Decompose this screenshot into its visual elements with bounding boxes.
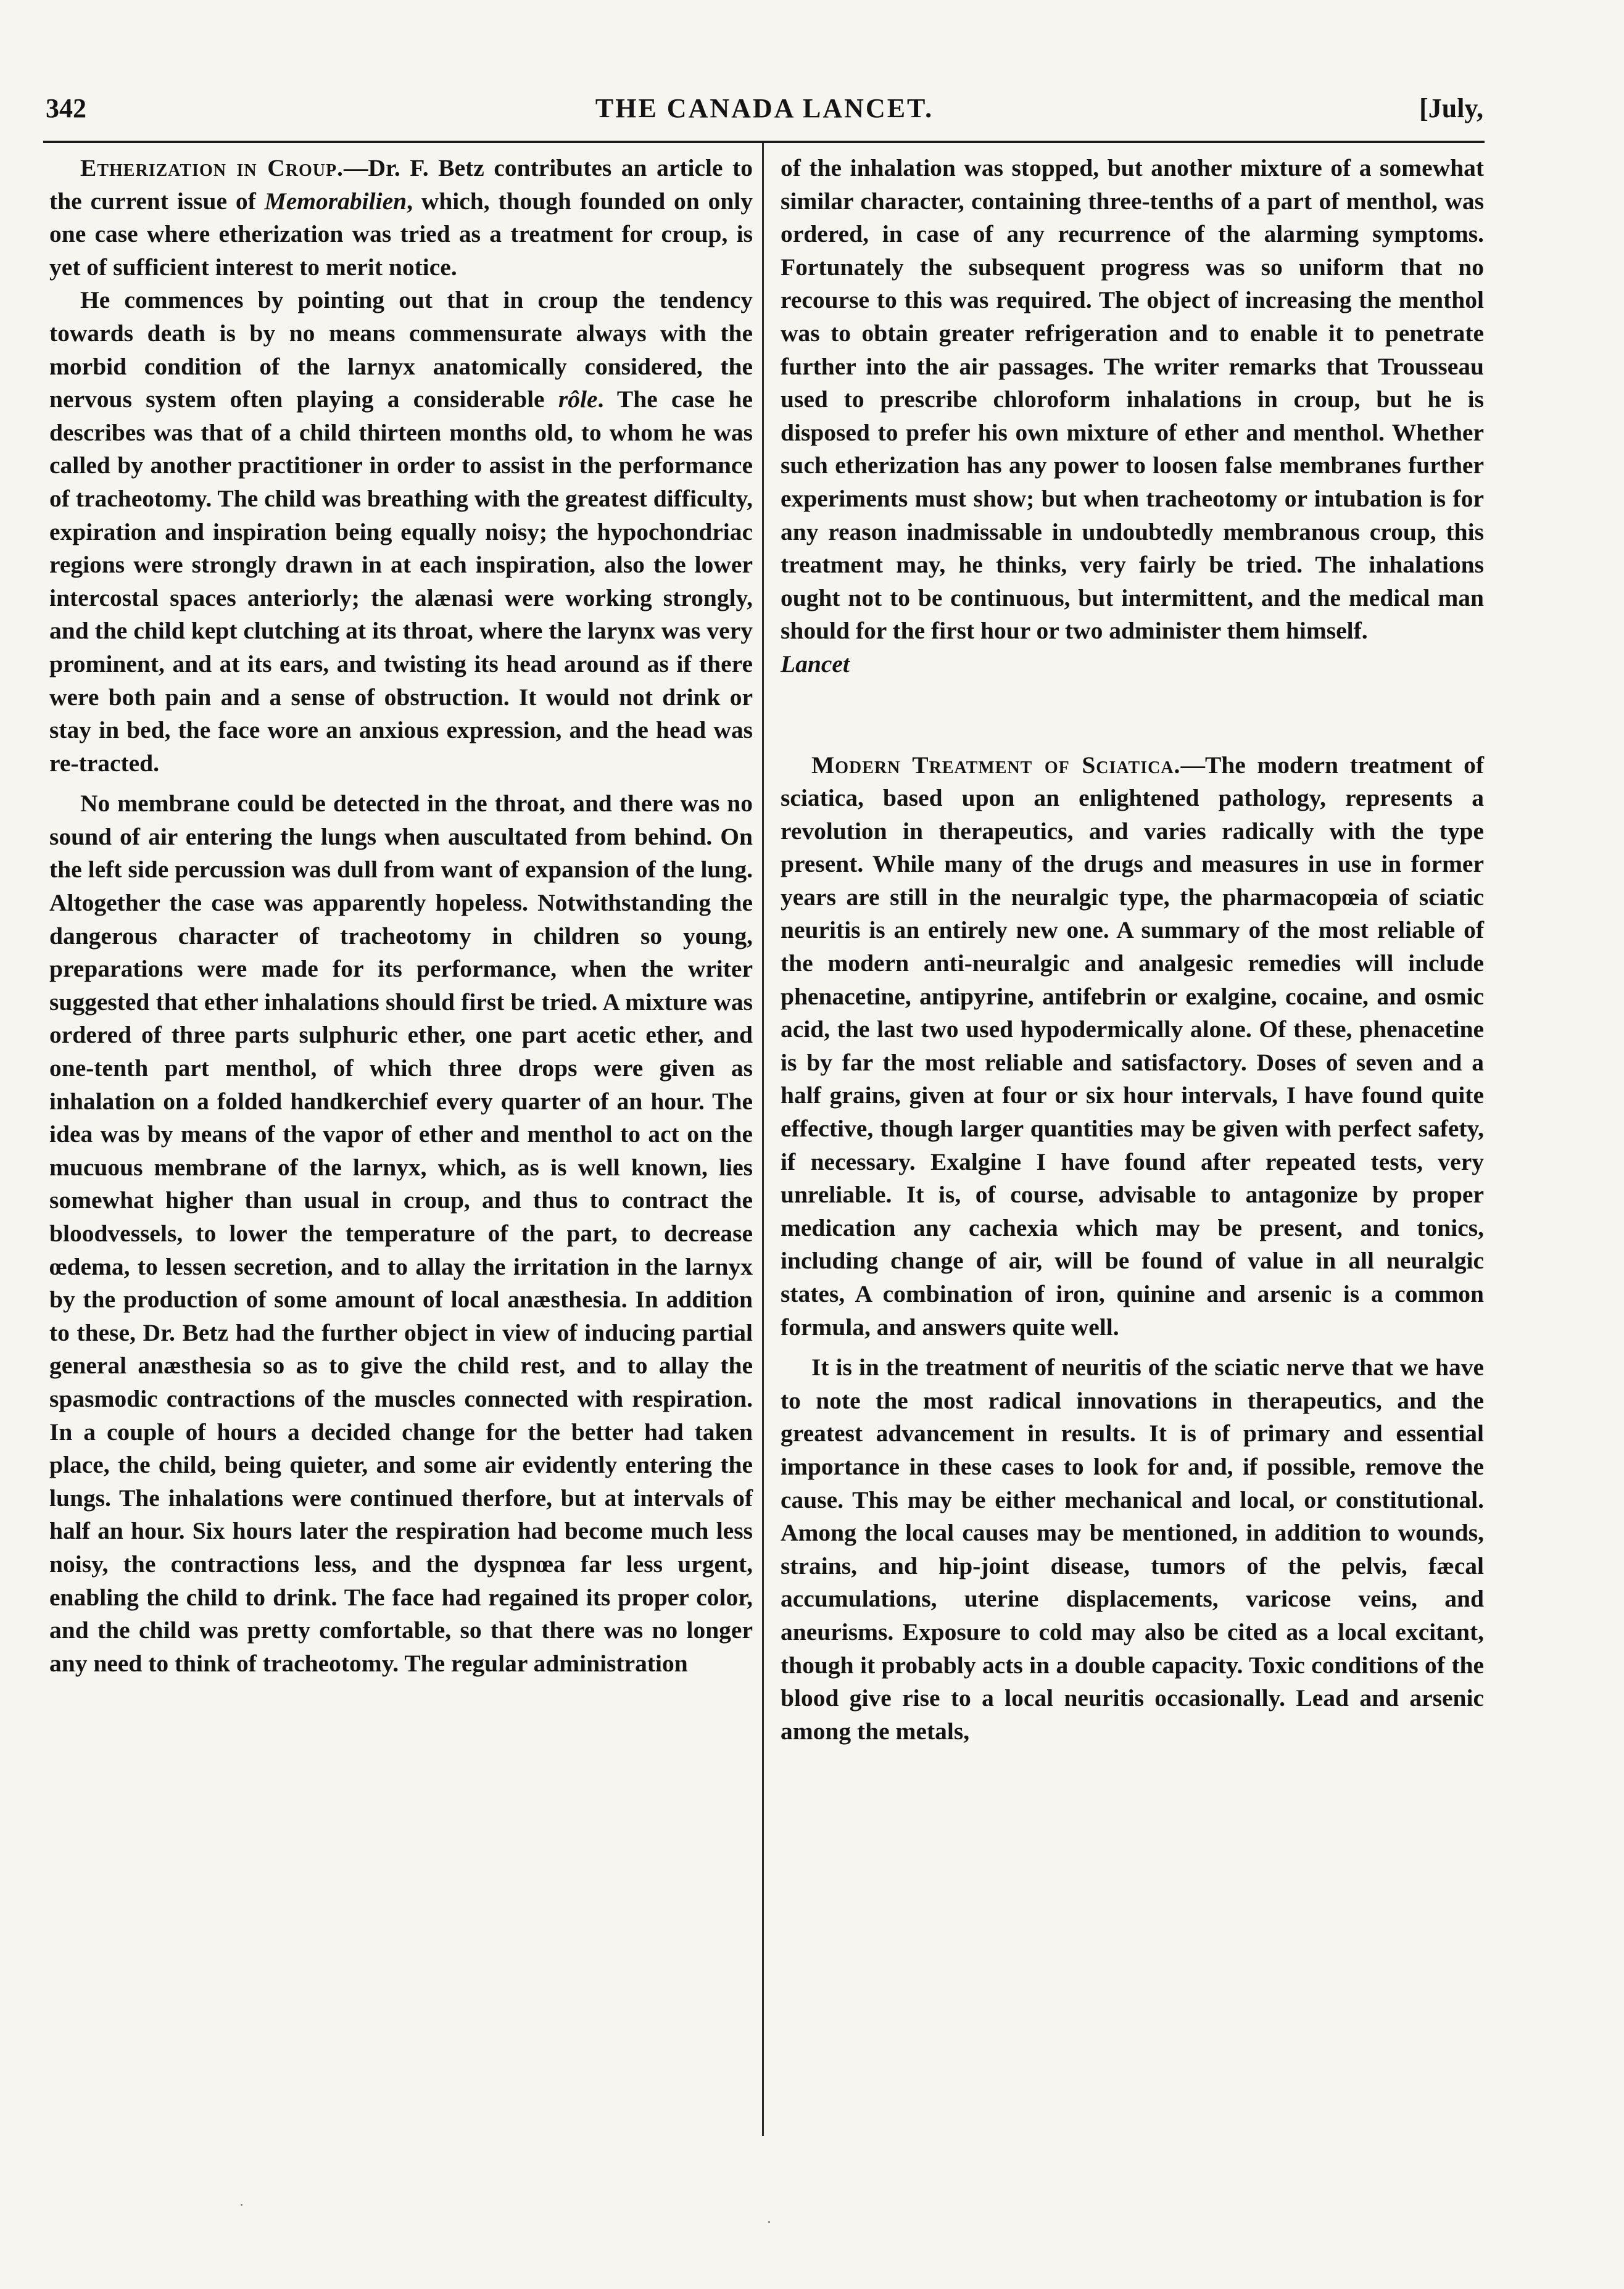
left-column bbox=[49, 143, 753, 1680]
print-speck bbox=[241, 2204, 242, 2206]
sciatica-paragraph-2: It is in the treatment of neuritis of the sciatic nerve that we have to note the most radical innovations in therapeutics, and the greatest advancement in results. It is of primary and essential importance in these cases to look for and, if possible, remove the cause. This may be either mechanical and local, or constitutional. Among the local causes may be mentioned, in addition to wounds, strains, and hip-joint disease, tumors of the pelvis, fæcal accumulations, uterine displacements, varicose veins, and aneurisms. Exposure to cold may also be cited as a local excitant, though it probably acts in a double capacity. Toxic conditions of the blood give rise to a local neuritis occasionally. Lead and arsenic among the metals, bbox=[781, 1354, 1484, 1745]
right-column bbox=[781, 143, 1484, 1748]
croup-paragraph-4: of the inhalation was stopped, but another mixture of a somewhat similar character, containing three-tenths of a part of menthol, was ordered, in case of any recurrence of the alarming symptoms. Fortunately the subsequent progress was so uniform that no recourse to this was required. The object of increasing the menthol was to obtain greater refrigeration and to enable it to penetrate further into the air passages. The writer remarks that Trousseau used to prescribe chloroform inhalations in croup, but he is disposed to prefer his own mixture of ether and menthol. Whether such etherization has any power to loosen false membranes further experiments must show; but when tracheotomy or intubation is for any reason inadmissable in undoubtedly membranous croup, this treatment may, he thinks, very fairly be tried. The inhalations ought not to be continuous, but intermittent, and the medical man should for the first hour or two administer them himself. bbox=[781, 154, 1484, 645]
header-month: [July, bbox=[1419, 93, 1483, 123]
running-header bbox=[46, 86, 1483, 136]
croup-paragraph-3: No membrane could be detected in the throat, and there was no sound of air entering the lungs when auscultated from behind. On the left side percussion was dull from want of expansion of the lung. Altogether the case was apparently hopeless. Notwithstanding the dangerous character of tracheotomy in children so young, preparations were made for its performance, when the writer suggested that ether inhalations should first be tried. A mixture was ordered of three parts sulphuric ether, one part acetic ether, and one-tenth part menthol, of which three drops were given as inhalation on a folded handkerchief every quarter of an hour. The idea was by means of the vapor of ether and menthol to act on the mucuous membrane of the larnyx, which, as is well known, lies somewhat higher than usual in croup, and thus to contract the bloodvessels, to lower the temperature of the part, to decrease œdema, to lessen secretion, and to allay the irritation in the larnyx by the production of some amount of local anæsthesia. In addition to these, Dr. Betz had the further object in view of inducing partial general anæsthesia so as to give the child rest, and to allay the spasmodic contractions of the muscles connected with respiration. In a couple of hours a decided change for the better had taken place, the child, being quieter, and some air evidently entering the lungs. The inhalations were continued therfore, but at intervals of half an hour. Six hours later the respiration had become much less noisy, the contractions less, and the dyspnœa far less urgent, enabling the child to drink. The face had regained its proper color, and the child was pretty comfortable, so that there was no longer any need to think of tracheotomy. The regular administration bbox=[49, 790, 753, 1677]
page-number: 342 bbox=[46, 93, 86, 123]
croup-paragraph-1: Etherization in Croup.—Dr. F. Betz contributes an article to the current issue of Memorabilien, which, though founded on only one case where etherization was tried as a treatment for croup, is yet of sufficient interest to merit notice. bbox=[49, 154, 753, 281]
sciatica-heading: Modern Treatment of Sciatica. bbox=[811, 751, 1181, 779]
sciatica-paragraph-1: Modern Treatment of Sciatica.—The modern treatment of sciatica, based upon an enlightened pathology, represents a revolution in therapeutics, and varies radically with the type present. While many of the drugs and measures in use in former years are still in the neuralgic type, the pharmacopœia of sciatic neuritis is an entirely new one. A summary of the most reliable of the modern anti-neuralgic and analgesic remedies will include phenacetine, antipyrine, antifebrin or exalgine, cocaine, and osmic acid, the last two used hypodermically alone. Of these, phenacetine is by far the most reliable and satisfactory. Doses of seven and a half grains, given at four or six hour intervals, I have found quite effective, though larger quantities may be given with perfect safety, if necessary. Exalgine I have found after repeated tests, very unreliable. It is, of course, advisable to antagonize by proper medication any cachexia which may be present, and tonics, including change of air, will be found of value in all neuralgic states, A combination of iron, quinine and arsenic is a common formula, and answers quite well. bbox=[781, 751, 1484, 1341]
croup-heading: Etherization in Croup. bbox=[80, 154, 344, 181]
journal-name: Memorabilien bbox=[264, 187, 407, 215]
journal-title: THE CANADA LANCET. bbox=[595, 93, 934, 123]
croup-paragraph-2: He commences by pointing out that in croup the tendency towards death is by no means commensurate always with the morbid condition of the larnyx anatomically considered, the nervous system often playing a considerable rôle. The case he describes was that of a child thirteen months old, to whom he was called by another practitioner in order to assist in the performance of tracheotomy. The child was breathing with the greatest difficulty, expiration and inspiration being equally noisy; the hypochondriac regions were strongly drawn in at each inspiration, also the lower intercostal spaces anteriorly; the alænasi were working strongly, and the child kept clutching at its throat, where the larynx was very prominent, and at its ears, and twisting its head around as if there were both pain and a sense of obstruction. It would not drink or stay in bed, the face wore an anxious expression, and the head was re-tracted. bbox=[49, 286, 753, 777]
print-speck bbox=[768, 2221, 770, 2223]
croup-source: Lancet bbox=[781, 650, 850, 677]
column-divider bbox=[762, 143, 764, 2136]
article-separator bbox=[781, 681, 1484, 749]
